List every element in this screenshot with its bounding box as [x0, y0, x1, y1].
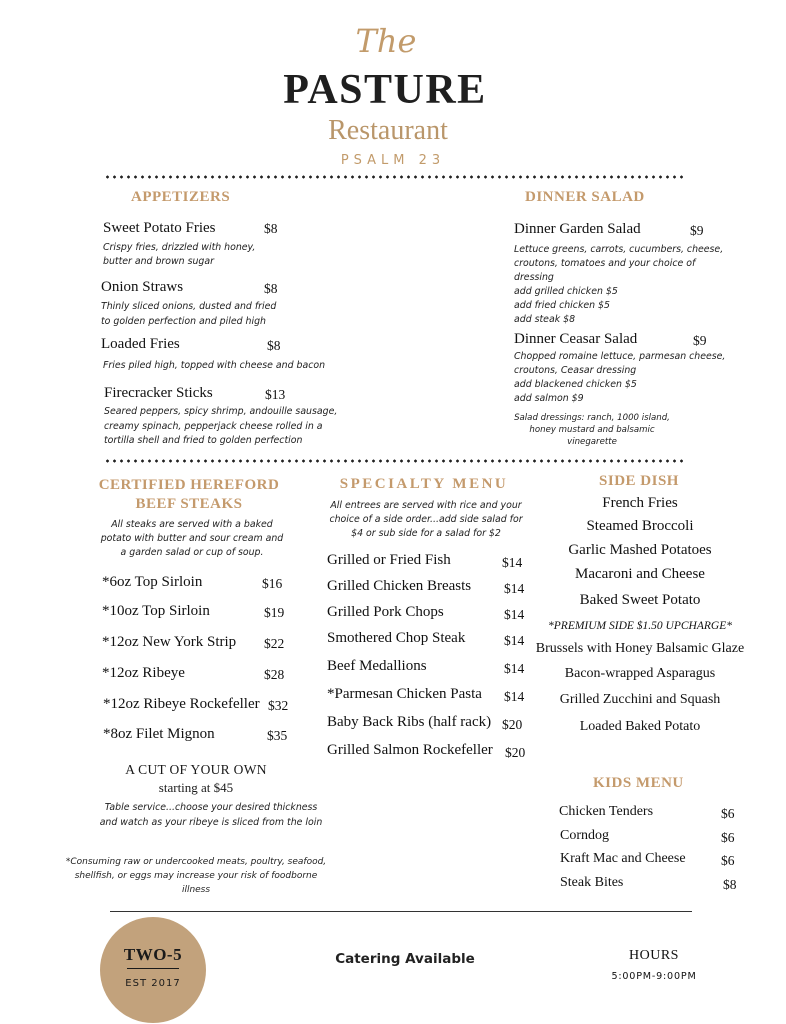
appetizer-desc: Seared peppers, spicy shrimp, andouille sausage,: [104, 406, 338, 417]
restaurant-name: PASTURE: [283, 67, 487, 113]
salad-dressings: Salad dressings: ranch, 1000 island,: [514, 413, 670, 423]
entree-name: Beef Medallions: [327, 658, 427, 674]
steak-name: *8oz Filet Mignon: [103, 726, 215, 742]
appetizer-desc: Thinly sliced onions, dusted and fried: [101, 301, 277, 312]
kids-item-price: $6: [721, 806, 735, 821]
salad-desc: dressing: [514, 272, 554, 283]
specialty-intro: choice of a side order...add side salad for: [329, 514, 523, 525]
side-item: Macaroni and Cheese: [575, 566, 705, 582]
catering-available: Catering Available: [335, 951, 475, 967]
steak-price: $19: [264, 605, 285, 620]
entree-price: $14: [502, 555, 523, 570]
steak-name: *6oz Top Sirloin: [102, 574, 203, 590]
entree-name: *Parmesan Chicken Pasta: [327, 686, 482, 702]
appetizer-desc: Crispy fries, drizzled with honey,: [103, 242, 256, 253]
divider-middle: [104, 459, 686, 463]
entree-name: Grilled or Fried Fish: [327, 552, 451, 568]
restaurant-subtitle: Restaurant: [328, 115, 448, 146]
entree-name: Grilled Chicken Breasts: [327, 578, 472, 594]
premium-side-label: *PREMIUM SIDE $1.50 UPCHARGE*: [548, 620, 732, 632]
appetizer-desc: creamy spinach, pepperjack cheese rolled in a: [104, 421, 323, 432]
entree-name: Baby Back Ribs (half rack): [327, 714, 492, 730]
appetizer-desc: to golden perfection and piled high: [101, 316, 266, 327]
salad-desc: croutons, tomatoes and your choice of: [514, 258, 696, 269]
steak-name: *12oz Ribeye: [102, 665, 185, 681]
footer-rule: [110, 911, 692, 912]
entree-price: $14: [504, 581, 525, 596]
appetizers-title: APPETIZERS: [131, 189, 231, 205]
salad-addon: add salmon $9: [514, 393, 584, 404]
salad-addon: add fried chicken $5: [514, 300, 610, 311]
steaks-title: CERTIFIED HEREFORD: [98, 477, 280, 493]
specialty-intro: $4 or sub side for a salad for $2: [351, 528, 501, 539]
food-warning: *Consuming raw or undercooked meats, poultry, seafood,: [65, 857, 327, 867]
specialty-intro: All entrees are served with rice and your: [330, 500, 522, 511]
salad-addon: add grilled chicken $5: [514, 286, 618, 297]
logo-underline: [127, 968, 179, 969]
appetizer-name: Loaded Fries: [101, 336, 180, 352]
two5-logo-badge: [100, 917, 206, 1023]
steak-name: *10oz Top Sirloin: [102, 603, 210, 619]
salad-price: $9: [690, 223, 704, 238]
salad-name: Dinner Garden Salad: [514, 221, 641, 237]
entree-price: $14: [504, 661, 525, 676]
salad-desc: Lettuce greens, carrots, cucumbers, cheese,: [514, 244, 724, 255]
kids-item-price: $6: [721, 853, 735, 868]
steak-name: *12oz Ribeye Rockefeller: [103, 696, 260, 712]
dinner-salad-title: DINNER SALAD: [525, 189, 645, 205]
side-item: Baked Sweet Potato: [579, 592, 701, 608]
specialty-title: SPECIALTY MENU: [339, 476, 509, 492]
hours-value: 5:00PM-9:00PM: [611, 971, 697, 982]
salad-dressings: honey mustard and balsamic: [529, 425, 655, 435]
side-item: Steamed Broccoli: [586, 518, 694, 534]
appetizer-desc: Fries piled high, topped with cheese and bacon: [103, 360, 326, 371]
side-item: Garlic Mashed Potatoes: [568, 542, 712, 558]
steak-price: $16: [262, 576, 283, 591]
logo-name: TWO-5: [123, 945, 183, 964]
tagline: PSALM 23: [340, 153, 446, 168]
salad-desc: croutons, Ceasar dressing: [514, 365, 637, 376]
entree-name: Smothered Chop Steak: [327, 630, 466, 646]
hours-label: HOURS: [629, 948, 679, 963]
kids-item-name: Kraft Mac and Cheese: [560, 851, 686, 866]
food-warning: shellfish, or eggs may increase your risk of foodborne: [74, 871, 318, 881]
premium-side-item: Bacon-wrapped Asparagus: [564, 666, 716, 681]
premium-side-item: Brussels with Honey Balsamic Glaze: [535, 641, 745, 656]
kids-item-name: Corndog: [560, 828, 609, 843]
appetizer-name: Sweet Potato Fries: [103, 220, 216, 236]
steaks-intro: All steaks are served with a baked: [111, 519, 273, 530]
kids-item-name: Steak Bites: [560, 875, 624, 890]
appetizer-price: $8: [264, 281, 278, 296]
food-warning: illness: [181, 885, 211, 895]
entree-price: $14: [504, 607, 525, 622]
entree-price: $14: [504, 633, 525, 648]
salad-name: Dinner Ceasar Salad: [514, 331, 638, 347]
steak-price: $35: [267, 728, 288, 743]
kids-item-price: $6: [721, 830, 735, 845]
salad-price: $9: [693, 333, 707, 348]
divider-top: [104, 175, 686, 179]
entree-price: $20: [502, 717, 523, 732]
appetizer-desc: tortilla shell and fried to golden perfection: [104, 435, 303, 446]
cut-title: A CUT OF YOUR OWN: [125, 762, 267, 777]
cut-desc: and watch as your ribeye is sliced from the loin: [99, 817, 323, 828]
appetizer-price: $8: [264, 221, 278, 236]
logo-est: EST 2017: [125, 978, 181, 989]
appetizer-name: Onion Straws: [101, 279, 184, 295]
entree-price: $20: [505, 745, 526, 760]
kids-menu-title: KIDS MENU: [593, 775, 684, 791]
cut-desc: Table service...choose your desired thickness: [104, 802, 318, 813]
premium-side-item: Grilled Zucchini and Squash: [559, 692, 721, 707]
appetizer-price: $13: [265, 387, 286, 402]
appetizer-price: $8: [267, 338, 281, 353]
premium-side-item: Loaded Baked Potato: [579, 719, 701, 734]
steak-price: $28: [264, 667, 285, 682]
steak-price: $32: [268, 698, 289, 713]
salad-addon: add steak $8: [514, 314, 576, 325]
kids-item-name: Chicken Tenders: [559, 804, 654, 819]
entree-price: $14: [504, 689, 525, 704]
side-item: French Fries: [602, 495, 678, 511]
appetizer-desc: butter and brown sugar: [103, 256, 214, 267]
salad-addon: add blackened chicken $5: [514, 379, 637, 390]
steaks-intro: a garden salad or cup of soup.: [120, 547, 264, 558]
steak-name: *12oz New York Strip: [102, 634, 237, 650]
steaks-intro: potato with butter and sour cream and: [100, 533, 284, 544]
kids-item-price: $8: [723, 877, 737, 892]
salad-dressings: vinegarette: [567, 437, 617, 447]
entree-name: Grilled Pork Chops: [327, 604, 444, 620]
entree-name: Grilled Salmon Rockefeller: [327, 742, 493, 758]
appetizer-name: Firecracker Sticks: [104, 385, 213, 401]
salad-desc: Chopped romaine lettuce, parmesan cheese,: [514, 351, 726, 362]
side-dish-title: SIDE DISH: [599, 473, 679, 489]
steak-price: $22: [264, 636, 285, 651]
logo-the: The: [355, 22, 417, 60]
cut-price: starting at $45: [158, 780, 234, 795]
steaks-title: BEEF STEAKS: [135, 496, 243, 512]
